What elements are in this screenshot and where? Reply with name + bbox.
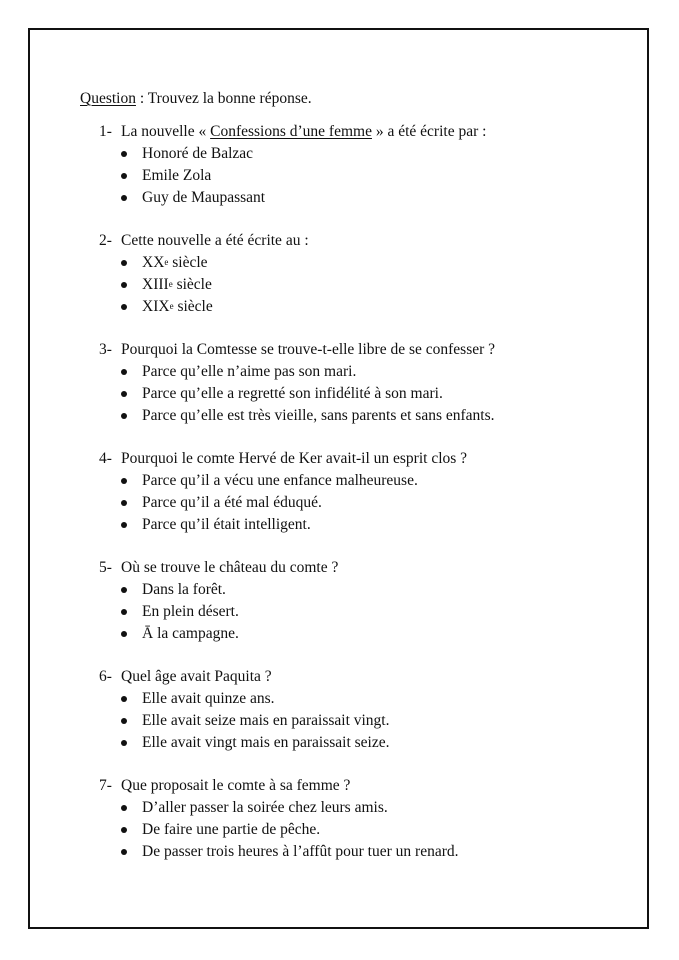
question-2 xyxy=(99,230,309,318)
option-text: Dans la forêt. xyxy=(142,581,226,598)
answer-option[interactable] xyxy=(99,579,338,601)
option-text: Parce qu’il a vécu une enfance malheureuse. xyxy=(142,472,418,489)
bullet-icon xyxy=(121,173,127,179)
century-numeral: XX xyxy=(142,254,165,271)
century-word: siècle xyxy=(172,276,212,293)
bullet-icon xyxy=(121,413,127,419)
answer-option[interactable] xyxy=(99,470,467,492)
option-text: Ā la campagne. xyxy=(142,625,239,642)
answer-option[interactable] xyxy=(99,514,467,536)
answer-option[interactable] xyxy=(99,383,495,405)
bullet-icon xyxy=(121,849,127,855)
question-number: 5- xyxy=(99,559,112,576)
century-suffix: e xyxy=(169,301,174,311)
century-word: siècle xyxy=(168,254,208,271)
question-1 xyxy=(99,121,486,209)
option-text xyxy=(142,254,208,271)
question-text: Cette nouvelle a été écrite au : xyxy=(121,232,309,249)
bullet-icon xyxy=(121,260,127,266)
answer-option[interactable] xyxy=(99,623,338,645)
question-text: Quel âge avait Paquita ? xyxy=(121,668,272,685)
bullet-icon xyxy=(121,827,127,833)
heading-instruction: : Trouvez la bonne réponse. xyxy=(135,90,312,107)
century-suffix: e xyxy=(164,257,169,267)
option-text: Emile Zola xyxy=(142,167,212,184)
bullet-icon xyxy=(121,631,127,637)
option-text: D’aller passer la soirée chez leurs amis. xyxy=(142,799,388,816)
answer-option[interactable] xyxy=(99,732,390,754)
answer-option[interactable] xyxy=(99,710,390,732)
bullet-icon xyxy=(121,609,127,615)
bullet-icon xyxy=(121,805,127,811)
page-heading xyxy=(80,88,312,110)
bullet-icon xyxy=(121,391,127,397)
option-text: Elle avait vingt mais en paraissait seize. xyxy=(142,734,390,751)
novel-title: Confessions d’une femme xyxy=(210,123,372,140)
century-word: siècle xyxy=(173,298,213,315)
bullet-icon xyxy=(121,740,127,746)
answer-option[interactable] xyxy=(99,361,495,383)
option-text: Parce qu’il était intelligent. xyxy=(142,516,311,533)
heading-label: Question xyxy=(80,90,136,107)
option-text: Elle avait quinze ans. xyxy=(142,690,275,707)
option-text: Parce qu’il a été mal éduqué. xyxy=(142,494,322,511)
question-text-pre: La nouvelle « xyxy=(121,123,211,140)
answer-option[interactable] xyxy=(99,601,338,623)
answer-option[interactable] xyxy=(99,252,309,274)
answer-option[interactable] xyxy=(99,274,309,296)
option-text: Honoré de Balzac xyxy=(142,145,254,162)
answer-option[interactable] xyxy=(99,841,459,863)
question-number: 1- xyxy=(99,123,112,140)
option-text: De faire une partie de pêche. xyxy=(142,821,321,838)
option-text: De passer trois heures à l’affût pour tuer un renard. xyxy=(142,843,459,860)
option-text: Parce qu’elle n’aime pas son mari. xyxy=(142,363,357,380)
question-text: Pourquoi la Comtesse se trouve-t-elle libre de se confesser ? xyxy=(121,341,496,358)
bullet-icon xyxy=(121,522,127,528)
question-text: Pourquoi le comte Hervé de Ker avait-il un esprit clos ? xyxy=(121,450,468,467)
answer-option[interactable] xyxy=(99,143,486,165)
answer-option[interactable] xyxy=(99,492,467,514)
question-number: 6- xyxy=(99,668,112,685)
option-text xyxy=(142,298,213,315)
bullet-icon xyxy=(121,587,127,593)
bullet-icon xyxy=(121,369,127,375)
question-5 xyxy=(99,557,338,645)
option-text: Parce qu’elle a regretté son infidélité à son mari. xyxy=(142,385,443,402)
answer-option[interactable] xyxy=(99,819,459,841)
century-numeral: XIII xyxy=(142,276,169,293)
bullet-icon xyxy=(121,718,127,724)
bullet-icon xyxy=(121,696,127,702)
question-3 xyxy=(99,339,495,427)
answer-option[interactable] xyxy=(99,797,459,819)
answer-option[interactable] xyxy=(99,187,486,209)
bullet-icon xyxy=(121,282,127,288)
century-numeral: XIX xyxy=(142,298,170,315)
option-text: Parce qu’elle est très vieille, sans parents et sans enfants. xyxy=(142,407,495,424)
question-6 xyxy=(99,666,390,754)
bullet-icon xyxy=(121,500,127,506)
bullet-icon xyxy=(121,304,127,310)
option-text: Guy de Maupassant xyxy=(142,189,266,206)
question-number: 7- xyxy=(99,777,112,794)
bullet-icon xyxy=(121,151,127,157)
question-text: Que proposait le comte à sa femme ? xyxy=(121,777,351,794)
option-text: Elle avait seize mais en paraissait vingt. xyxy=(142,712,390,729)
bullet-icon xyxy=(121,478,127,484)
question-text-post: » a été écrite par : xyxy=(371,123,487,140)
question-text: Où se trouve le château du comte ? xyxy=(121,559,339,576)
question-7 xyxy=(99,775,459,863)
question-number: 2- xyxy=(99,232,112,249)
question-4 xyxy=(99,448,467,536)
question-number: 3- xyxy=(99,341,112,358)
answer-option[interactable] xyxy=(99,405,495,427)
century-suffix: e xyxy=(168,279,173,289)
option-text: En plein désert. xyxy=(142,603,239,620)
option-text xyxy=(142,276,212,293)
answer-option[interactable] xyxy=(99,165,486,187)
answer-option[interactable] xyxy=(99,296,309,318)
bullet-icon xyxy=(121,195,127,201)
answer-option[interactable] xyxy=(99,688,390,710)
question-number: 4- xyxy=(99,450,112,467)
